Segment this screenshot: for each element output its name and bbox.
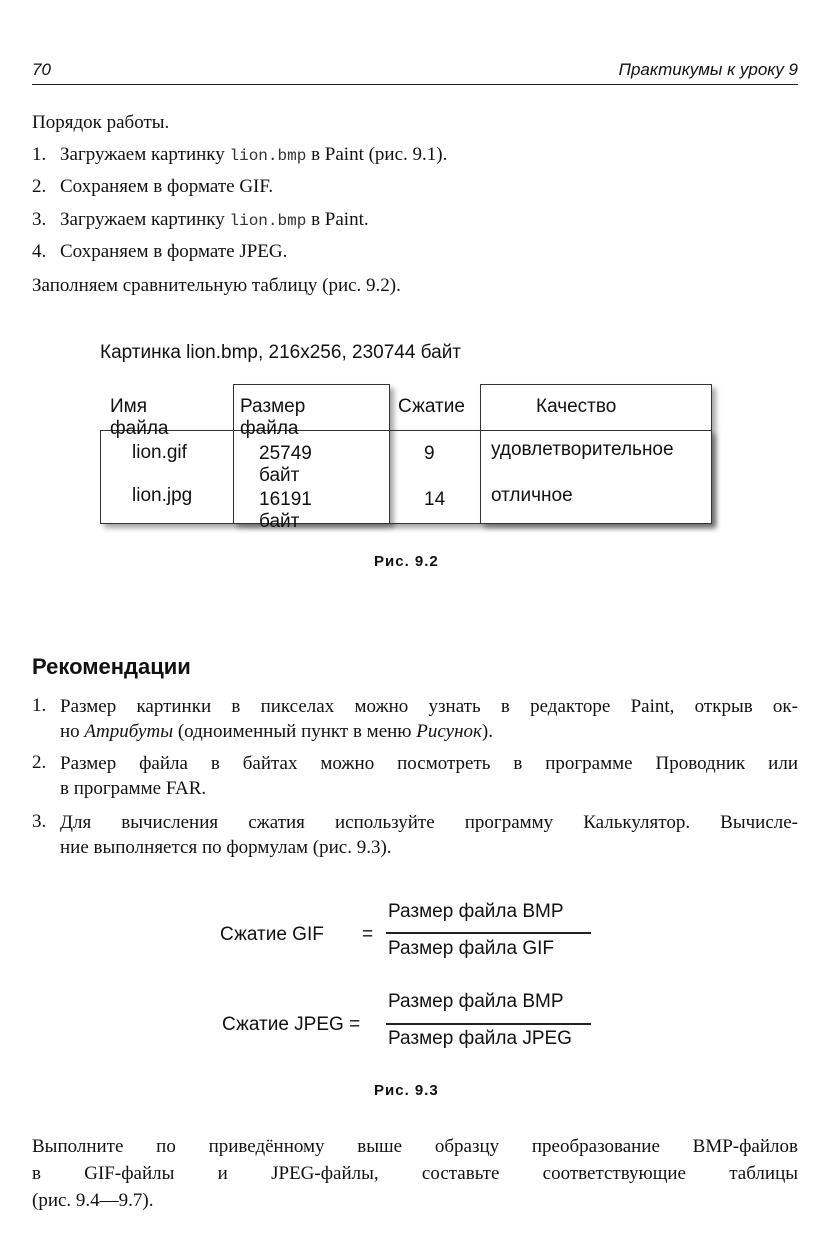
- jpeg-formula-label: Сжатие JPEG =: [222, 1014, 361, 1035]
- rec-3: Для вычисления сжатия используйте программу Калькулятор. Вычисле- ние выполняется по формулам (рис. 9.3).: [60, 812, 798, 858]
- step-3: Загружаем картинку lion.bmp в Paint.: [60, 209, 369, 230]
- row1-filesize: 25749 байт: [259, 443, 312, 486]
- rec-2: Размер файла в байтах можно посмотреть в программе Проводник или в программе FAR.: [60, 753, 798, 799]
- row2-filename: lion.jpg: [132, 485, 193, 506]
- step-number: 4.: [32, 241, 47, 262]
- intro-text: Порядок работы.: [32, 112, 170, 133]
- rec-number: 1.: [32, 695, 47, 716]
- figure-9-2-title: Картинка lion.bmp, 216x256, 230744 байт: [100, 342, 462, 363]
- menu-name-attributes: Атрибуты: [84, 721, 174, 742]
- gif-formula-equals: =: [362, 924, 374, 945]
- section-heading: Рекомендации: [32, 654, 191, 679]
- row1-filename: lion.gif: [132, 442, 187, 463]
- gif-formula-numerator: Размер файла BMP: [388, 901, 564, 922]
- step-2: Сохраняем в формате GIF.: [60, 176, 274, 197]
- gif-formula-label: Сжатие GIF: [220, 924, 324, 945]
- figure-9-3-caption: Рис. 9.3: [374, 1082, 439, 1099]
- row1-compression: 9: [424, 443, 435, 464]
- step-number: 3.: [32, 209, 47, 230]
- jpeg-formula-denominator: Размер файла JPEG: [388, 1028, 572, 1049]
- row2-filesize: 16191 байт: [259, 489, 312, 532]
- fill-table-text: Заполняем сравнительную таблицу (рис. 9.2).: [32, 275, 401, 296]
- header-compression: Сжатие: [398, 396, 465, 417]
- figure-9-2-caption: Рис. 9.2: [374, 553, 439, 570]
- header-filename: Имя файла: [110, 396, 169, 439]
- rec-number: 2.: [32, 752, 47, 773]
- running-title: Практикумы к уроку 9: [618, 60, 798, 79]
- header-quality: Качество: [536, 396, 617, 417]
- page-number: 70: [32, 60, 51, 79]
- jpeg-fraction-bar: [386, 1023, 591, 1025]
- final-paragraph: Выполните по приведённому выше образцу преобразование BMP-файлов в GIF-файлы и JPEG-файлы, составьте соответствующие таблицы (рис. 9.4—9.7).: [32, 1136, 798, 1211]
- page-header: [32, 60, 798, 85]
- row2-compression: 14: [424, 489, 446, 510]
- gif-formula-denominator: Размер файла GIF: [388, 938, 554, 959]
- step-number: 1.: [32, 144, 47, 165]
- gif-fraction-bar: [386, 932, 591, 934]
- menu-name-picture: Рисунок: [416, 721, 482, 742]
- filename-code: lion.bmp: [229, 147, 307, 165]
- step-4: Сохраняем в формате JPEG.: [60, 241, 288, 262]
- jpeg-formula-numerator: Размер файла BMP: [388, 991, 564, 1012]
- filename-code: lion.bmp: [229, 212, 307, 230]
- rec-1: Размер картинки в пикселах можно узнать в редакторе Paint, открыв ок- но Атрибуты (одноименный пункт в меню Рисунок).: [60, 696, 798, 742]
- header-filesize: Размер файла: [240, 396, 306, 439]
- row2-quality: отличное: [491, 485, 573, 506]
- row1-quality: удовлетворительное: [491, 439, 674, 460]
- step-number: 2.: [32, 176, 47, 197]
- step-1: Загружаем картинку lion.bmp в Paint (рис. 9.1).: [60, 144, 448, 165]
- rec-number: 3.: [32, 811, 47, 832]
